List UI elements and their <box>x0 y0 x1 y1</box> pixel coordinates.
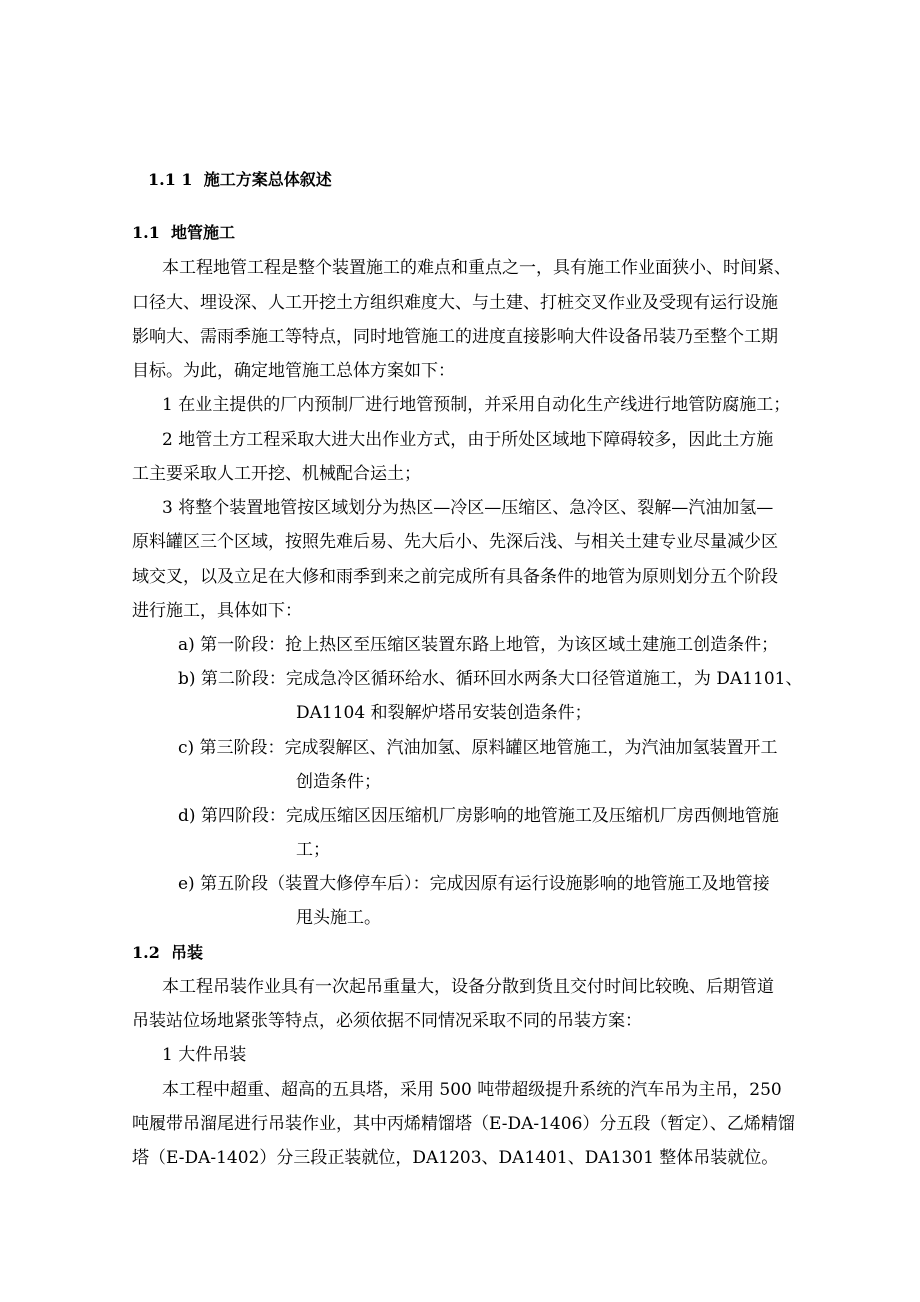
chapter-title: 施工方案总体叙述 <box>203 170 332 189</box>
stage-text: 完成压缩区因压缩机厂房影响的地管施工及压缩机厂房西侧地管施 <box>285 806 779 826</box>
paragraph-line: 本工程吊装作业具有一次起吊重量大，设备分散到货且交付时间比较晚、后期管道 <box>162 977 774 997</box>
stage-text: 完成急冷区循环给水、循环回水两条大口径管道施工，为 DA1101、 <box>285 669 803 689</box>
list-item-continuation: 原料罐区三个区域，按照先难后易、先大后小、先深后浅、与相关土建专业尽量减少区 <box>132 532 778 552</box>
stage-item-b <box>178 668 803 690</box>
paragraph-line: 本工程中超重、超高的五具塔，采用 500 吨带超级提升系统的汽车吊为主吊，250 <box>162 1080 782 1100</box>
list-item-continuation: 域交叉，以及立足在大修和雨季到来之前完成所有具备条件的地管为原则划分五个阶段 <box>132 567 778 587</box>
list-item: 1 大件吊装 <box>162 1045 247 1065</box>
stage-text: 抢上热区至压缩区装置东路上地管，为该区域土建施工创造条件； <box>285 635 779 655</box>
paragraph-line: 目标。为此，确定地管施工总体方案如下： <box>132 361 455 381</box>
chapter-number: 1.1 1 <box>148 170 193 189</box>
section-title: 地管施工 <box>170 223 235 242</box>
stage-text-continuation: 创造条件； <box>296 772 381 792</box>
list-item-continuation: 进行施工，具体如下： <box>132 601 302 621</box>
stage-label: a) 第一阶段： <box>178 635 286 655</box>
stage-label: b) 第二阶段： <box>178 669 286 689</box>
paragraph-line: 吨履带吊溜尾进行吊装作业，其中丙烯精馏塔（E-DA-1406）分五段（暂定）、乙烯精馏 <box>132 1114 795 1134</box>
paragraph-line: 影响大、需雨季施工等特点，同时地管施工的进度直接影响大件设备吊装乃至整个工期 <box>132 327 778 347</box>
stage-text: 完成因原有运行设施影响的地管施工及地管接 <box>429 874 770 894</box>
stage-text: 完成裂解区、汽油加氢、原料罐区地管施工，为汽油加氢装置开工 <box>284 738 778 758</box>
stage-label: e) 第五阶段（装置大修停车后）： <box>178 874 430 894</box>
stage-text-continuation: 甩头施工。 <box>296 908 381 928</box>
paragraph-line: 本工程地管工程是整个装置施工的难点和重点之一，具有施工作业面狭小、时间紧、 <box>162 258 791 278</box>
stage-label: c) 第三阶段： <box>178 738 285 758</box>
stage-label: d) 第四阶段： <box>178 806 286 826</box>
paragraph-line: 吊装站位场地紧张等特点，必须依据不同情况采取不同的吊装方案： <box>132 1011 642 1031</box>
stage-text-continuation: 工； <box>296 840 330 860</box>
stage-item-e <box>178 873 770 895</box>
list-item-continuation: 工主要采取人工开挖、机械配合运土； <box>132 464 421 484</box>
stage-item-d <box>178 805 779 827</box>
list-item: 2 地管土方工程采取大进大出作业方式，由于所处区域地下障碍较多，因此土方施 <box>162 430 774 450</box>
section-title: 吊装 <box>170 943 203 962</box>
section-heading-1-2 <box>132 942 203 964</box>
paragraph-line: 口径大、埋设深、人工开挖土方组织难度大、与土建、打桩交叉作业及受现有运行设施 <box>132 293 778 313</box>
chapter-heading <box>148 169 332 191</box>
stage-item-a <box>178 634 778 656</box>
section-heading-1-1 <box>132 222 235 244</box>
section-number: 1.1 <box>132 223 160 242</box>
list-item: 3 将整个装置地管按区域划分为热区—冷区—压缩区、急冷区、裂解—汽油加氢— <box>162 498 774 518</box>
paragraph-line: 塔（E-DA-1402）分三段正装就位，DA1203、DA1401、DA1301 整体吊装就位。 <box>132 1148 779 1168</box>
list-item: 1 在业主提供的厂内预制厂进行地管预制，并采用自动化生产线进行地管防腐施工； <box>162 395 791 415</box>
stage-text-continuation: DA1104 和裂解炉塔吊安装创造条件； <box>296 703 592 723</box>
stage-item-c <box>178 737 778 759</box>
section-number: 1.2 <box>132 943 160 962</box>
